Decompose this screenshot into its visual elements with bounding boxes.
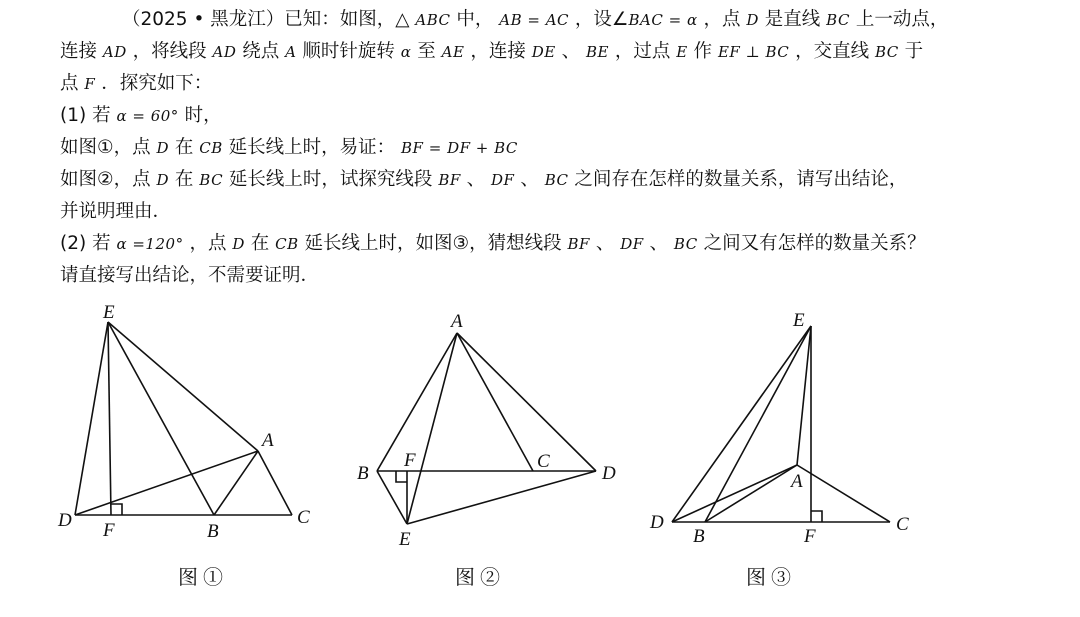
segment-BE [377,471,407,524]
text-segment: ，设∠ [569,9,629,30]
problem-line [60,132,1070,164]
math-expression: BC [874,43,899,61]
segment-AB [705,465,797,522]
label-E: E [103,302,115,323]
figure-1 [40,295,340,605]
text-segment: ，将线段 [126,41,213,62]
math-expression: α =120° [116,235,184,253]
text-segment: (1) 若 [60,105,117,126]
math-expression: BE [585,43,609,61]
text-segment: 、 [643,233,674,254]
problem-line [60,196,1070,228]
math-expression: E [676,43,688,61]
problem-line [60,36,1070,68]
text-segment: ，连接 [464,41,532,62]
text-segment: 、 [514,169,545,190]
math-expression: AD [102,43,127,61]
math-expression: AB = AC [499,11,570,29]
text-segment: 绕点 [236,41,286,62]
label-D: D [58,510,72,531]
math-expression: BAC = α [628,11,698,29]
problem-line [60,4,1070,36]
segment-AB [214,451,258,515]
text-segment: 、 [589,233,621,254]
label-F: F [804,526,816,547]
text-segment: 延长线上时，试探究线段 [223,169,439,190]
text-segment: 在 [244,233,276,254]
math-expression: AD [212,43,237,61]
math-expression: BF = DF + BC [401,139,518,157]
segment-EA [108,322,258,451]
text-segment: 至 [411,41,442,62]
label-A: A [451,311,463,332]
text-segment: 中， [450,9,500,30]
right-angle-mark-F [396,471,407,482]
figure-3-lines [672,326,890,522]
segment-EB [705,326,811,522]
label-A: A [262,430,274,451]
text-segment: （2025 • 黑龙江）已知：如图，△ [122,9,416,30]
text-segment: 之间又有怎样的数量关系？ [697,233,926,254]
segment-AC [258,451,292,515]
math-expression: D [232,235,245,253]
math-expression: D [156,139,169,157]
math-expression: D [156,171,169,189]
math-expression: DF [620,235,644,253]
right-angle-mark-F [811,511,822,522]
problem-line [60,260,1070,292]
text-segment: 上一动点， [849,9,949,30]
math-expression: α [400,43,412,61]
math-expression: α = 60° [116,107,179,125]
label-D: D [602,463,616,484]
label-F: F [103,520,115,541]
math-expression: ABC [415,11,451,29]
segment-ED [672,326,811,522]
math-expression: BC [544,171,569,189]
label-E: E [793,310,805,331]
figure-2-caption: 图 ② [455,567,500,589]
segment-EB [108,322,214,515]
text-segment: 并说明理由． [60,201,172,222]
label-B: B [357,463,369,484]
math-expression: CB [199,139,223,157]
problem-line [60,228,1070,260]
figure-3-caption: 图 ③ [746,567,791,589]
segment-AD [672,465,797,522]
label-F: F [404,450,416,471]
math-expression: BC [199,171,224,189]
text-segment: 延长线上时，易证： [222,137,402,158]
text-segment: 如图②，点 [60,169,157,190]
right-angle-mark-F [111,504,122,515]
text-segment: (2) 若 [60,233,117,254]
problem-text [60,4,1070,292]
label-A: A [791,471,803,492]
text-segment: ，过点 [608,41,677,62]
segment-ED [75,322,108,515]
text-segment: 之间存在怎样的数量关系，请写出结论， [568,169,908,190]
text-segment: 作 [687,41,718,62]
label-C: C [297,507,310,528]
text-segment: 如图①，点 [60,137,157,158]
math-expression: BF [438,171,461,189]
segment-AC [457,333,533,471]
segment-EF [108,322,111,515]
math-expression: CB [275,235,299,253]
label-C: C [537,451,550,472]
math-expression: BC [673,235,698,253]
text-segment: 请直接写出结论，不需要证明． [60,265,320,286]
segment-AB [377,333,457,471]
segment-AD [457,333,596,471]
text-segment: 连接 [60,41,103,62]
text-segment: ．探究如下： [95,73,213,94]
segment-DA [75,451,258,515]
text-segment: ，交直线 [789,41,875,62]
math-expression: DE [531,43,556,61]
segment-AE [407,333,457,524]
text-segment: 、 [555,41,586,62]
math-expression: BC [826,11,850,29]
problem-line [60,164,1070,196]
text-segment: 、 [460,169,492,190]
text-segment: 时， [178,105,222,126]
problem-line [60,68,1070,100]
figure-3 [640,295,930,605]
text-segment: 于 [898,41,924,62]
math-expression: BF [567,235,590,253]
text-segment: 是直线 [758,9,827,30]
label-D: D [650,512,664,533]
text-segment: 在 [169,137,200,158]
text-segment: 顺时针旋转 [296,41,401,62]
text-segment: 延长线上时，如图③，猜想线段 [298,233,568,254]
figure-2 [345,295,635,605]
math-expression: DF [491,171,515,189]
math-expression: D [746,11,759,29]
text-segment: 在 [169,169,200,190]
label-C: C [896,514,909,535]
problem-line [60,100,1070,132]
label-E: E [399,529,411,550]
text-segment: ，点 [697,9,747,30]
figure-2-lines [377,333,596,524]
math-expression: F [84,75,96,93]
label-B: B [207,521,219,542]
math-expression: A [285,43,297,61]
figure-1-lines [75,322,292,515]
math-expression: AE [441,43,465,61]
segment-ED [407,471,596,524]
text-segment: 点 [60,73,85,94]
figure-1-caption: 图 ① [178,567,223,589]
label-B: B [693,526,705,547]
math-expression: EF ⊥ BC [717,43,790,61]
text-segment: ，点 [183,233,233,254]
